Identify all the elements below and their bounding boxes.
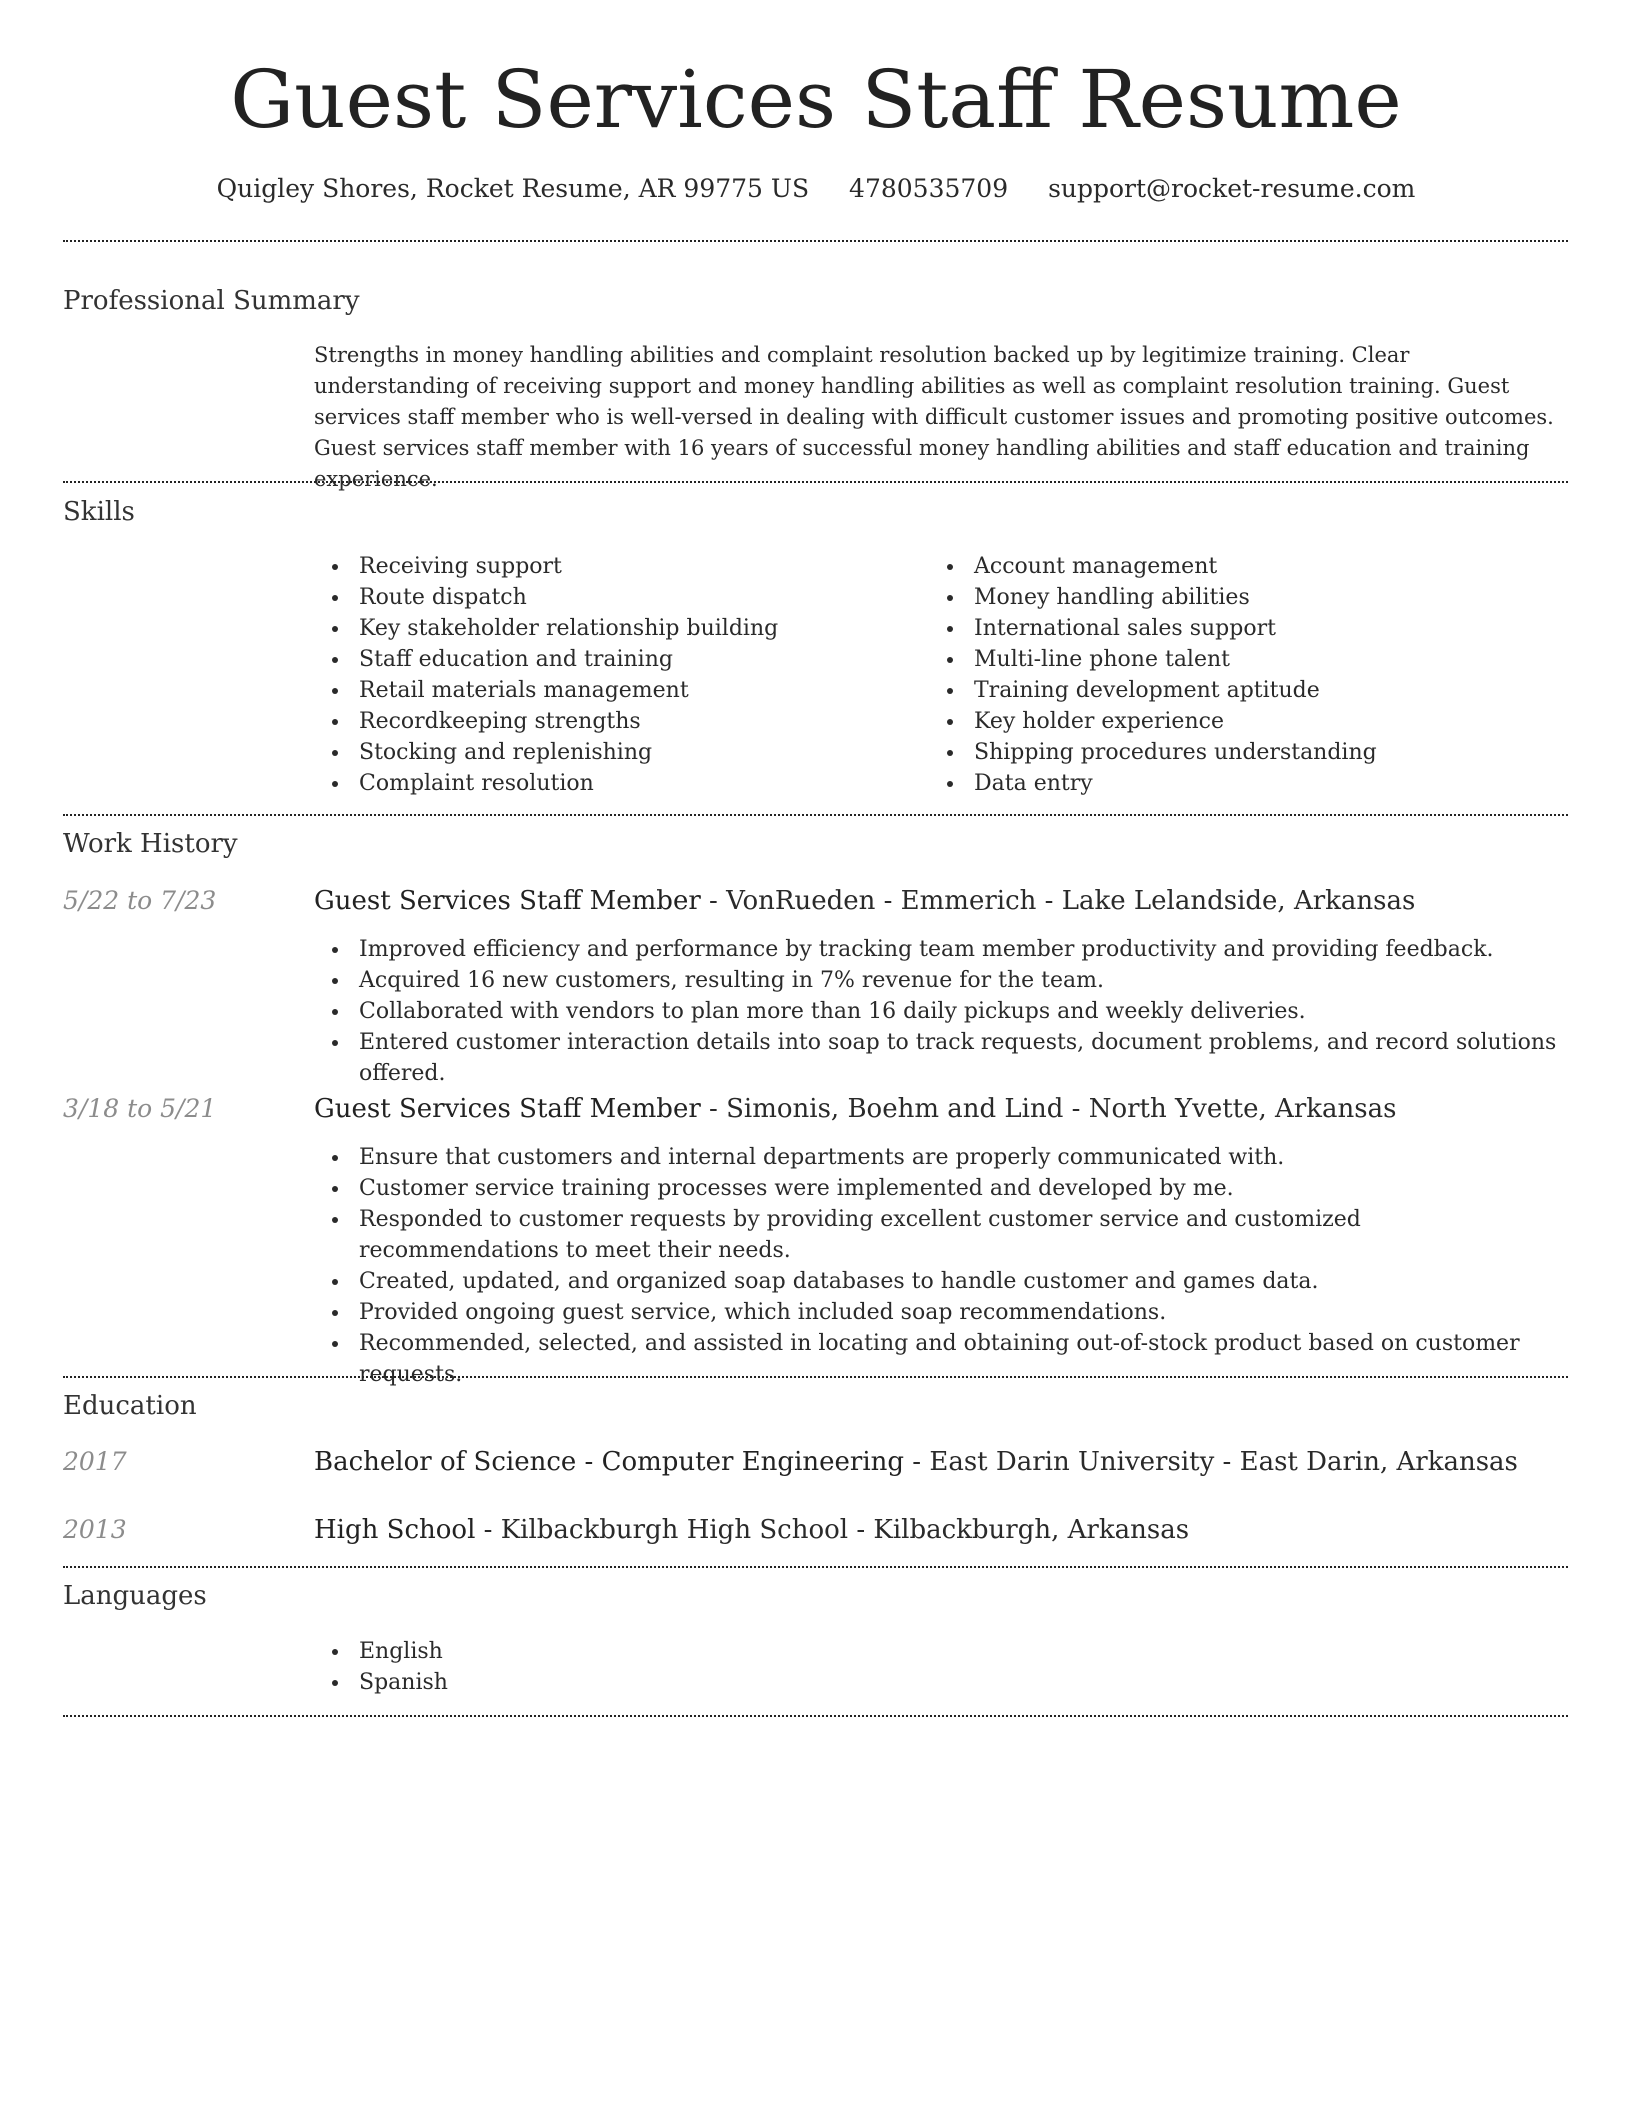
education-year: 2017 bbox=[63, 1447, 127, 1476]
section-divider bbox=[63, 814, 1568, 816]
job-dates: 5/22 to 7/23 bbox=[63, 886, 217, 915]
resume-title: Guest Services Staff Resume bbox=[230, 53, 1402, 146]
section-divider bbox=[63, 240, 1568, 242]
education-school: - East Darin University - East Darin, Arkansas bbox=[904, 1447, 1518, 1477]
skill-item: Key holder experience bbox=[929, 706, 1529, 737]
job-dates: 3/18 to 5/21 bbox=[63, 1094, 217, 1123]
education-entry bbox=[314, 1512, 1189, 1548]
skill-item: Recordkeeping strengths bbox=[314, 706, 914, 737]
section-divider bbox=[63, 1566, 1568, 1568]
job-bullet: Acquired 16 new customers, resulting in 7% revenue for the team. bbox=[314, 965, 1566, 996]
skill-item: Account management bbox=[929, 551, 1529, 582]
job-bullet: Entered customer interaction details into soap to track requests, document problems, and record solutions offered. bbox=[314, 1027, 1566, 1089]
job-bullet: Customer service training processes were implemented and developed by me. bbox=[314, 1173, 1566, 1204]
section-heading-work: Work History bbox=[63, 829, 238, 859]
job-bullets bbox=[314, 1142, 1566, 1390]
skills-column-right bbox=[929, 551, 1529, 799]
skill-item: Data entry bbox=[929, 768, 1529, 799]
skill-item: Route dispatch bbox=[314, 582, 914, 613]
section-heading-skills: Skills bbox=[63, 497, 135, 527]
education-degree: High School bbox=[314, 1515, 476, 1545]
job-employer: - VonRueden - Emmerich - Lake Lelandside, Arkansas bbox=[700, 886, 1416, 916]
contact-address: Quigley Shores, Rocket Resume, AR 99775 US bbox=[216, 174, 810, 203]
summary-text: Strengths in money handling abilities and complaint resolution backed up by legitimize training. Clear understanding of receiving support and money handling abilities as well as complaint resolution training. Guest services staff member who is well-versed in dealing with difficult customer issues and promoting positive outcomes. Guest services staff member with 16 years of successful money handling abilities and staff education and training experience. bbox=[314, 343, 1554, 491]
job-bullet: Recommended, selected, and assisted in locating and obtaining out-of-stock product based on customer requests. bbox=[314, 1328, 1566, 1390]
skill-item: Shipping procedures understanding bbox=[929, 737, 1529, 768]
skill-item: Money handling abilities bbox=[929, 582, 1529, 613]
skill-item: Training development aptitude bbox=[929, 675, 1529, 706]
job-bullets bbox=[314, 934, 1566, 1089]
job-bullet: Responded to customer requests by providing excellent customer service and customized recommendations to meet their needs. bbox=[314, 1204, 1566, 1266]
contact-email: support@rocket-resume.com bbox=[1048, 174, 1416, 203]
job-heading bbox=[314, 883, 1415, 919]
job-bullet: Provided ongoing guest service, which included soap recommendations. bbox=[314, 1297, 1566, 1328]
skill-item: Stocking and replenishing bbox=[314, 737, 914, 768]
section-heading-languages: Languages bbox=[63, 1581, 207, 1611]
skill-item: Staff education and training bbox=[314, 644, 914, 675]
language-item: Spanish bbox=[314, 1667, 1566, 1698]
job-title: Guest Services Staff Member bbox=[314, 1094, 701, 1124]
skill-item: Key stakeholder relationship building bbox=[314, 613, 914, 644]
job-heading bbox=[314, 1091, 1396, 1127]
education-year: 2013 bbox=[63, 1515, 127, 1544]
job-bullet: Ensure that customers and internal departments are properly communicated with. bbox=[314, 1142, 1566, 1173]
language-item: English bbox=[314, 1636, 1566, 1667]
skill-item: Complaint resolution bbox=[314, 768, 914, 799]
skill-item: Retail materials management bbox=[314, 675, 914, 706]
section-heading-education: Education bbox=[63, 1391, 197, 1421]
skill-item: Receiving support bbox=[314, 551, 914, 582]
section-divider bbox=[63, 481, 1568, 483]
contact-line bbox=[0, 170, 1632, 208]
job-bullet: Collaborated with vendors to plan more than 16 daily pickups and weekly deliveries. bbox=[314, 996, 1566, 1027]
education-entry bbox=[314, 1444, 1518, 1480]
skill-item: Multi-line phone talent bbox=[929, 644, 1529, 675]
education-degree: Bachelor of Science - Computer Engineering bbox=[314, 1447, 905, 1477]
job-bullet: Improved efficiency and performance by tracking team member productivity and providing feedback. bbox=[314, 934, 1566, 965]
section-heading-summary: Professional Summary bbox=[63, 286, 360, 316]
education-school: - Kilbackburgh High School - Kilbackburgh, Arkansas bbox=[475, 1515, 1190, 1545]
languages-list bbox=[314, 1636, 1566, 1698]
skills-column-left bbox=[314, 551, 914, 799]
section-divider bbox=[63, 1376, 1568, 1378]
contact-phone: 4780535709 bbox=[849, 174, 1009, 203]
skill-item: International sales support bbox=[929, 613, 1529, 644]
job-bullet: Created, updated, and organized soap databases to handle customer and games data. bbox=[314, 1266, 1566, 1297]
job-employer: - Simonis, Boehm and Lind - North Yvette, Arkansas bbox=[700, 1094, 1397, 1124]
job-title: Guest Services Staff Member bbox=[314, 886, 701, 916]
section-divider bbox=[63, 1715, 1568, 1717]
